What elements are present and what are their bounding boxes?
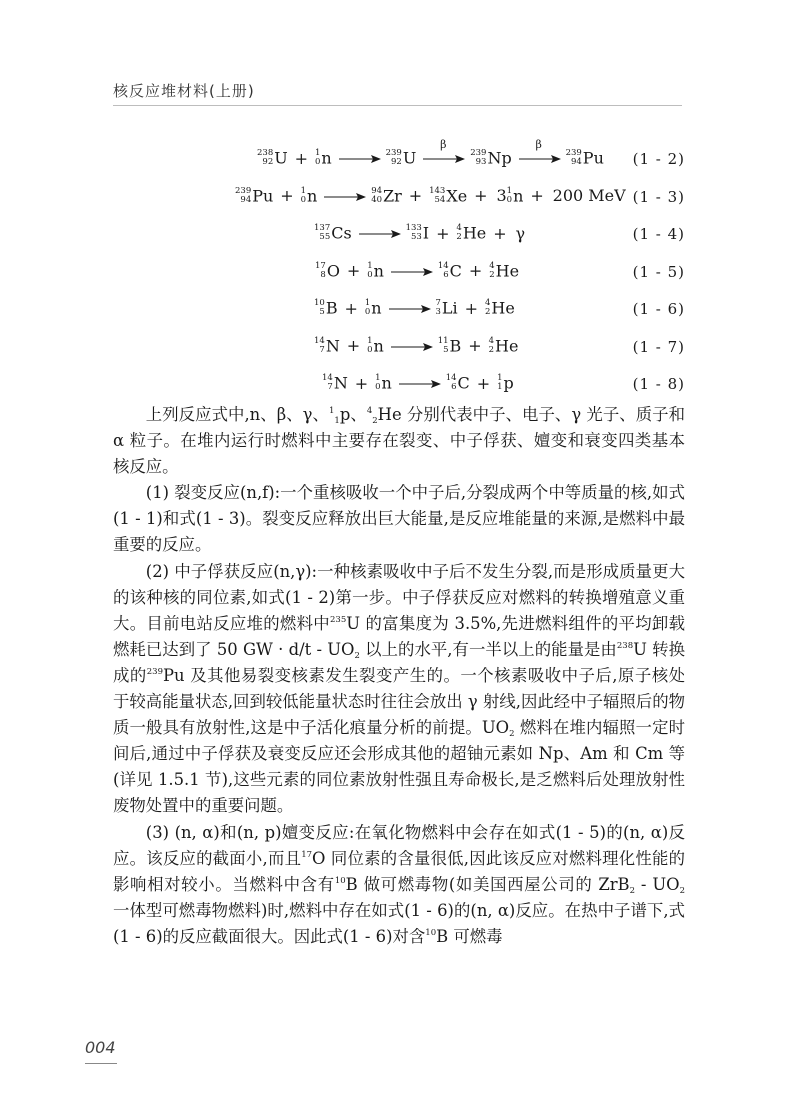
equation-number: (1 - 6) bbox=[632, 300, 685, 318]
nuclide-cs137: 137 55 Cs bbox=[314, 223, 352, 243]
nuclide-neutron: 1 0 n bbox=[367, 260, 384, 281]
equation-body bbox=[257, 138, 604, 168]
plus-sign: + bbox=[408, 186, 423, 205]
plus-sign: + bbox=[468, 336, 482, 355]
nuclide-neutron: 1 0 n bbox=[364, 298, 382, 318]
nuclide-he4: 4 2 He bbox=[456, 223, 487, 243]
reaction-arrow bbox=[322, 188, 366, 204]
nuclide-np239: 239 93 Np bbox=[470, 148, 512, 168]
released-energy: 200 MeV bbox=[552, 186, 626, 205]
nuclide-o17: 17 8 O bbox=[315, 260, 340, 281]
equation-body bbox=[314, 336, 518, 356]
paragraph-intro: 上列反应式中,n、β、γ、$^1_1$p、$^4_2$He 分别代表中子、电子、γ 光子、质子和 α 粒子。在堆内运行时燃料中主要存在裂变、中子俘获、嬗变和衰变四类基本核反应。 bbox=[113, 405, 686, 477]
equation-body bbox=[314, 298, 515, 318]
nuclide-xe143: 143 54 Xe bbox=[429, 185, 468, 206]
nuclide-c14: 14 6 C bbox=[445, 373, 470, 393]
paragraph-fission: (1) 裂变反应(n,f):一个重核吸收一个中子后,分裂成两个中等质量的核,如式(1 - 1)和式(1 - 3)。裂变反应释放出巨大能量,是反应堆能量的来源,是燃料中最重要的反应。 bbox=[113, 483, 685, 555]
plus-sign: + bbox=[354, 373, 369, 393]
reaction-arrow bbox=[337, 150, 381, 166]
header-rule bbox=[113, 105, 682, 106]
reaction-arrow bbox=[387, 300, 431, 316]
running-header: 核反应堆材料(上册) bbox=[113, 82, 255, 100]
nuclide-u238: 238 92 U bbox=[257, 148, 288, 168]
nuclide-b10: 10 5 B bbox=[314, 298, 338, 318]
equation-1-3 bbox=[140, 178, 685, 216]
reaction-arrow bbox=[397, 375, 441, 391]
nuclide-neutron: 1 0 n bbox=[300, 185, 318, 206]
equation-number: (1 - 2) bbox=[632, 150, 685, 168]
equation-body bbox=[314, 223, 527, 243]
plus-sign: + bbox=[280, 186, 294, 205]
equation-1-5 bbox=[140, 253, 685, 291]
nuclide-neutron: 1 0 n bbox=[506, 185, 524, 206]
nuclide-n14: 14 7 N bbox=[322, 373, 348, 393]
plus-sign: + bbox=[476, 373, 491, 393]
page-number: 004 bbox=[85, 1038, 116, 1057]
nuclide-he4: 4 2 He bbox=[489, 260, 520, 281]
nuclide-li7: 7 3 Li bbox=[435, 298, 458, 318]
paragraph-transmutation: (3) (n, α)和(n, p)嬗变反应:在氧化物燃料中会存在如式(1 - 5)的(n, α)反应。该反应的截面小,而且$^{17}$O 同位素的含量很低,因此该反应对燃料理化性能的影响相对较小。当燃料中含有$^{10}$B 做可燃毒物(如美国西屋公司的 $ZrB_2 - UO_2$ 一体型可燃毒物燃料)时,燃料中存在如式(1 - 6)的(n, α)反应。在热中子谱下,式(1 - 6)的反应截面很大。因此式(1 - 6)对含$^{10}$B 可燃毒 bbox=[113, 822, 685, 946]
equation-number: (1 - 7) bbox=[632, 337, 685, 356]
plus-sign: + bbox=[346, 336, 361, 355]
nuclide-neutron: 1 0 n bbox=[375, 373, 392, 393]
equation-number: (1 - 3) bbox=[632, 187, 685, 206]
equation-1-2 bbox=[140, 140, 685, 178]
plus-sign: + bbox=[474, 186, 488, 205]
nuclide-he4: 4 2 He bbox=[488, 335, 519, 356]
nuclide-n14: 14 7 N bbox=[314, 335, 340, 356]
nuclide-zr94: 94 40 Zr bbox=[371, 185, 402, 206]
nuclide-neutron: 1 0 n bbox=[367, 335, 384, 356]
equation-number: (1 - 8) bbox=[632, 375, 685, 393]
equation-number: (1 - 4) bbox=[632, 225, 685, 243]
reaction-arrow bbox=[389, 338, 433, 354]
nuclide-b11: 11 5 B bbox=[437, 335, 462, 356]
nuclide-u239: 239 92 U bbox=[385, 148, 417, 168]
footer-rule bbox=[85, 1063, 117, 1064]
nuclide-i133: 133 53 I bbox=[405, 223, 430, 243]
equation-1-7 bbox=[140, 328, 685, 366]
plus-sign: + bbox=[294, 148, 309, 168]
nuclide-proton: 1 1 p bbox=[497, 373, 514, 393]
plus-sign: + bbox=[468, 261, 483, 280]
equation-1-8 bbox=[140, 365, 685, 403]
reaction-arrow bbox=[389, 263, 433, 279]
nuclide-c14: 14 6 C bbox=[437, 260, 462, 281]
nuclide-pu239: 239 94 Pu bbox=[565, 148, 604, 168]
plus-sign: + bbox=[346, 261, 361, 280]
body-text bbox=[113, 402, 685, 950]
plus-sign: + bbox=[493, 223, 507, 243]
paragraph-neutron-capture: (2) 中子俘获反应(n,γ):一种核素吸收中子后不发生分裂,而是形成质量更大的该种核的同位素,如式(1 - 2)第一步。中子俘获反应对燃料的转换增殖意义重大。目前电站反应堆的燃料中$^{235}$U 的富集度为 3.5%,先进燃料组件的平均卸载燃耗已达到了 50 GW · $d/t - UO_2$ 以上的水平,有一半以上的能量是由$^{238}$U 转换成的$^{239}$Pu 及其他易裂变核素发生裂变产生的。一个核素吸收中子后,原子核处于较高能量状态,回到较低能量状态时往往会放出 γ 射线,因此经中子辐照后的物质一般具有放射性,这是中子活化痕量分析的前提。$UO_2$ 燃料在堆内辐照一定时间后,通过中子俘获及衰变反应还会形成其他的超铀元素如 Np、Am 和 Cm 等(详见 1.5.1 节),这些元素的同位素放射性强且寿命极长,是乏燃料后处理放射性废物处置中的重要问题。 bbox=[113, 561, 685, 816]
plus-sign: + bbox=[436, 223, 450, 243]
beta-decay-arrow: β bbox=[421, 150, 465, 166]
nuclide-he4: 4 2 He bbox=[484, 298, 515, 318]
equation-body bbox=[322, 373, 514, 393]
beta-decay-arrow: β bbox=[517, 150, 561, 166]
plus-sign: + bbox=[464, 298, 478, 318]
equation-body bbox=[235, 186, 628, 206]
gamma-symbol: γ bbox=[515, 223, 526, 243]
equation-1-6 bbox=[140, 290, 685, 328]
equation-number: (1 - 5) bbox=[632, 262, 685, 281]
equation-1-4 bbox=[140, 215, 685, 253]
plus-sign: + bbox=[344, 298, 358, 318]
nuclide-neutron: 1 0 n bbox=[315, 148, 332, 168]
equation-body bbox=[315, 261, 519, 281]
equation-block bbox=[140, 140, 685, 403]
reaction-arrow bbox=[357, 225, 401, 241]
plus-sign: + bbox=[530, 186, 544, 205]
neutron-coefficient: 3 bbox=[496, 186, 507, 205]
nuclide-pu239: 239 94 Pu bbox=[235, 185, 274, 206]
